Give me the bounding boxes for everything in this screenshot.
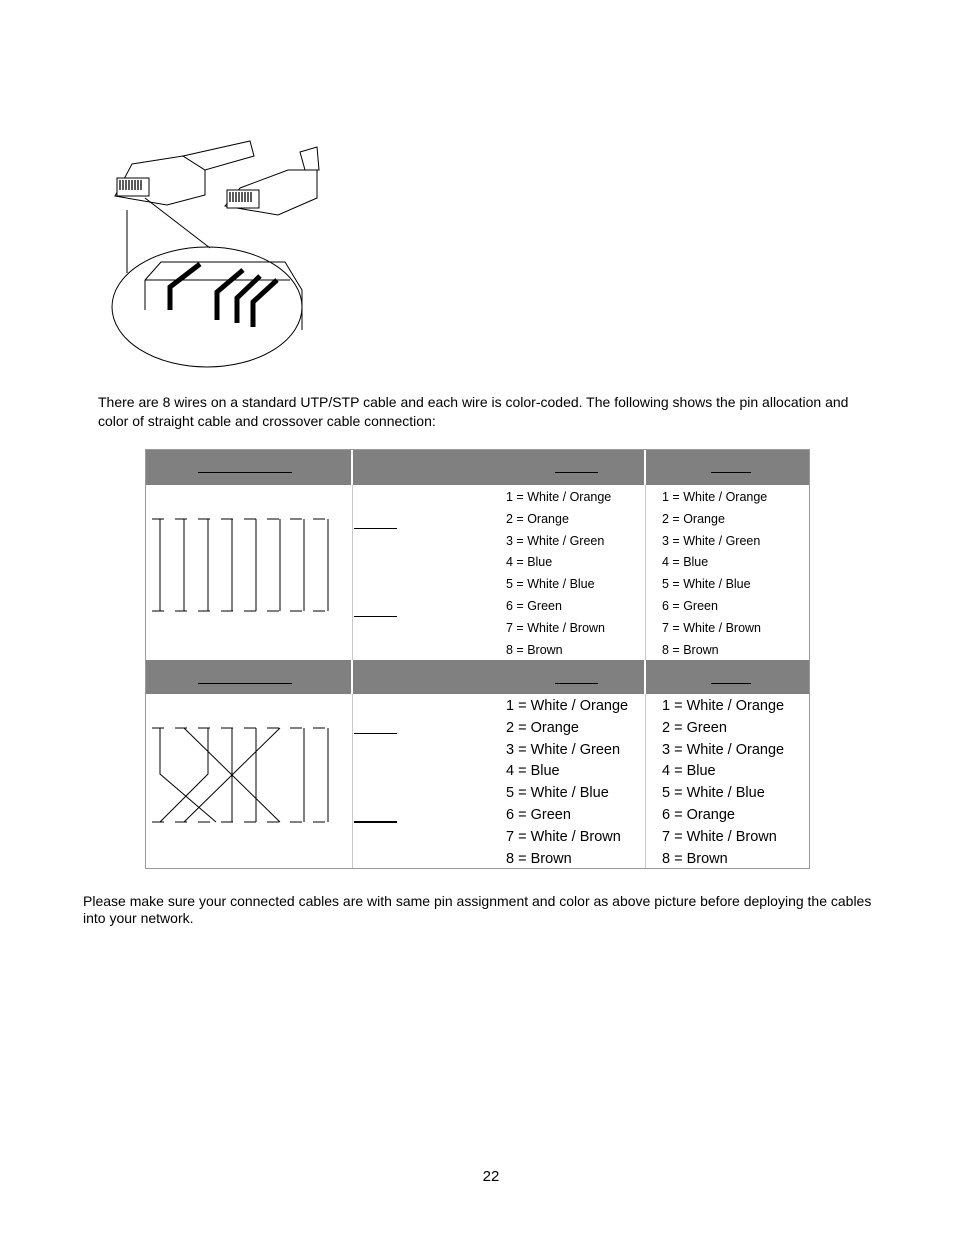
list-item: 1 = White / Orange [506,698,629,714]
list-item: 3 = White / Green [506,533,605,548]
crossover-header-row [146,660,809,694]
list-item: 2 = Orange [506,511,569,526]
list-item: 5 = White / Blue [662,785,765,802]
straight-wiring-diagram [146,485,352,660]
straight-header-row [146,450,809,485]
list-item: 4 = Blue [506,763,560,780]
list-item: 2 = Orange [662,511,725,526]
list-item: 5 = White / Blue [662,577,751,592]
list-item: 1 = White / Orange [662,490,768,504]
list-item: 7 = White / Brown [662,828,777,845]
closing-paragraph: Please make sure your connected cables are with same pin assignment and color as above picture before deploying the cables into your network. [83,893,872,926]
straight-body-row [146,485,809,660]
list-item: 6 = Green [506,598,562,613]
crossover-side2-pin-list [662,696,784,870]
list-item: 8 = Brown [506,850,572,867]
list-item: 3 = White / Green [662,533,761,548]
list-item: 7 = White / Brown [506,620,605,635]
list-item: 5 = White / Blue [506,577,595,592]
list-item: 8 = Brown [662,642,719,657]
rj45-connector-illustration [105,140,330,372]
page-number: 22 [482,1168,500,1185]
list-item: 8 = Brown [506,642,563,657]
magnified-contacts-ellipse [112,247,302,367]
list-item: 2 = Orange [506,719,579,736]
list-item: 3 = White / Orange [662,741,785,758]
right-plug-cable [300,147,319,170]
straight-side1-pin-list [506,487,611,661]
straight-side2-pin-list [662,487,767,661]
crossover-body-row [146,694,809,868]
list-item: 3 = White / Green [506,741,621,758]
list-item: 7 = White / Brown [506,828,621,845]
list-item: 6 = Green [662,598,718,613]
list-item: 5 = White / Blue [506,785,609,802]
pin-allocation-table [145,449,810,869]
intro-paragraph: There are 8 wires on a standard UTP/STP cable and each wire is color-coded. The following shows the pin allocation and color of straight cable and crossover cable connection: [98,394,849,429]
list-item: 4 = Blue [662,555,709,570]
list-item: 1 = White / Orange [506,490,612,504]
list-item: 7 = White / Brown [662,620,761,635]
crossover-wiring-diagram [146,694,352,868]
list-item: 6 = Green [506,806,571,823]
list-item: 4 = Blue [506,555,553,570]
right-plug-contacts [227,190,259,208]
list-item: 2 = Green [662,719,727,736]
list-item: 4 = Blue [662,763,716,780]
list-item: 8 = Brown [662,850,728,867]
left-plug-contacts [117,178,149,196]
list-item: 6 = Orange [662,806,735,823]
crossover-side1-pin-list [506,696,628,870]
list-item: 1 = White / Orange [662,698,785,714]
